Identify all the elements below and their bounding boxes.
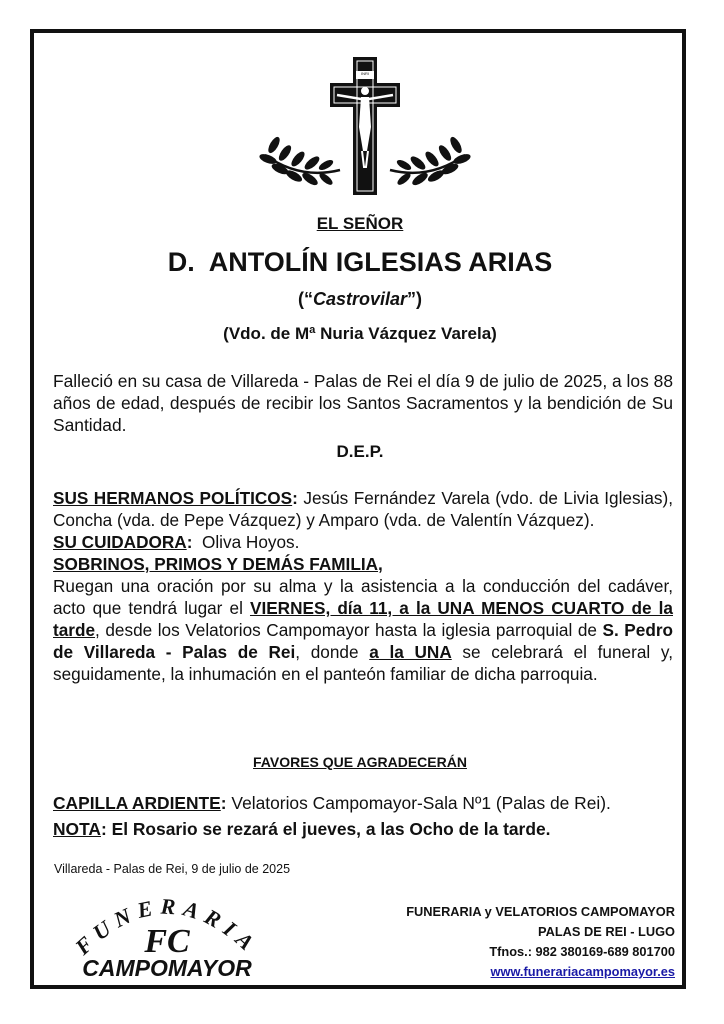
request-text-4: se celebrará el funeral y, seguidamente, la inhumación en el panteón familiar de dicha parroquia.: [53, 642, 673, 684]
company-phones: Tfnos.: 982 380169-689 801700: [489, 944, 675, 959]
family-section: [53, 487, 673, 685]
note-colon: :: [100, 819, 107, 839]
nickname-open: (“: [297, 289, 313, 309]
siblings-text: Jesús Fernández Varela (vdo. de Livia Iglesias), Concha (vda. de Pepe Vázquez) y Amparo (vda. de Valentín Vázquez).: [53, 488, 674, 530]
dep: D.E.P.: [336, 442, 384, 461]
company-location: PALAS DE REI - LUGO: [538, 924, 675, 939]
nickname-text: Castrovilar: [312, 289, 408, 309]
note-line: [53, 818, 673, 840]
relatives-line: [53, 553, 673, 575]
place-date: Villareda - Palas de Rei, 9 de julio de 2025: [54, 862, 291, 876]
chapel-text: Velatorios Campomayor-Sala Nº1 (Palas de Rei).: [226, 793, 611, 813]
death-notice: Falleció en su casa de Villareda - Palas de Rei el día 9 de julio de 2025, a los 88 años de edad, después de recibir los Santos Sacramentos y la bendición de Su Santidad.: [53, 371, 673, 435]
widower-of: (Vdo. de Mª Nuria Vázquez Varela): [223, 324, 497, 343]
logo-monogram: FC: [144, 923, 190, 960]
caregiver-line: [53, 531, 673, 553]
funeral-time: a la UNA: [369, 642, 452, 662]
deceased-name: D. ANTOLÍN IGLESIAS ARIAS: [167, 247, 553, 277]
nickname: [30, 289, 690, 310]
caregiver-label: SU CUIDADORA: [53, 532, 187, 552]
relatives-label: SOBRINOS, PRIMOS Y DEMÁS FAMILIA: [53, 554, 379, 574]
note-text: El Rosario se rezará el jueves, a las Ocho de la tarde.: [106, 819, 551, 839]
chapel-label: CAPILLA ARDIENTE: [53, 793, 221, 813]
logo-name: CAMPOMAYOR: [82, 955, 252, 981]
note-label: NOTA: [53, 819, 101, 839]
siblings-line: [53, 487, 673, 531]
request-text-3: , donde: [295, 642, 370, 662]
cross-emblem: [240, 55, 490, 205]
siblings-label: SUS HERMANOS POLÍTICOS: [53, 488, 293, 508]
caregiver-colon: :: [186, 532, 193, 552]
company-name: FUNERARIA y VELATORIOS CAMPOMAYOR: [406, 904, 675, 919]
company-block: [330, 902, 675, 982]
laurel-right-icon: [390, 135, 472, 187]
request-text-2: , desde los Velatorios Campomayor hasta la iglesia parroquial de: [95, 620, 603, 640]
crucifix-icon: [330, 57, 400, 195]
nickname-close: ”): [407, 289, 423, 309]
request-text-1: Ruegan una oración por su alma y la asistencia a la conducción del cadáver, acto que tendrá lugar el: [53, 576, 673, 618]
caregiver-text: Oliva Hoyos.: [192, 532, 300, 552]
funeraria-logo: [52, 888, 282, 984]
relatives-comma: ,: [378, 554, 383, 574]
siblings-colon: :: [292, 488, 298, 508]
logo-arc-text: FUNERARIA: [70, 893, 264, 960]
salutation: EL SEÑOR: [316, 214, 404, 233]
chapel-colon: :: [220, 793, 227, 813]
procession-time: VIERNES, día 11, a la UNA MENOS CUARTO de la tarde: [53, 598, 673, 640]
request-text: [53, 575, 673, 685]
church-name: S. Pedro de Villareda - Palas de Rei: [53, 620, 674, 662]
chapel-line: [53, 792, 673, 814]
company-website-link[interactable]: www.funerariacampomayor.es: [490, 964, 675, 979]
favors-heading: FAVORES QUE AGRADECERÁN: [253, 754, 467, 770]
cross-plaque-text: INRI: [361, 71, 369, 76]
laurel-left-icon: [258, 135, 340, 187]
